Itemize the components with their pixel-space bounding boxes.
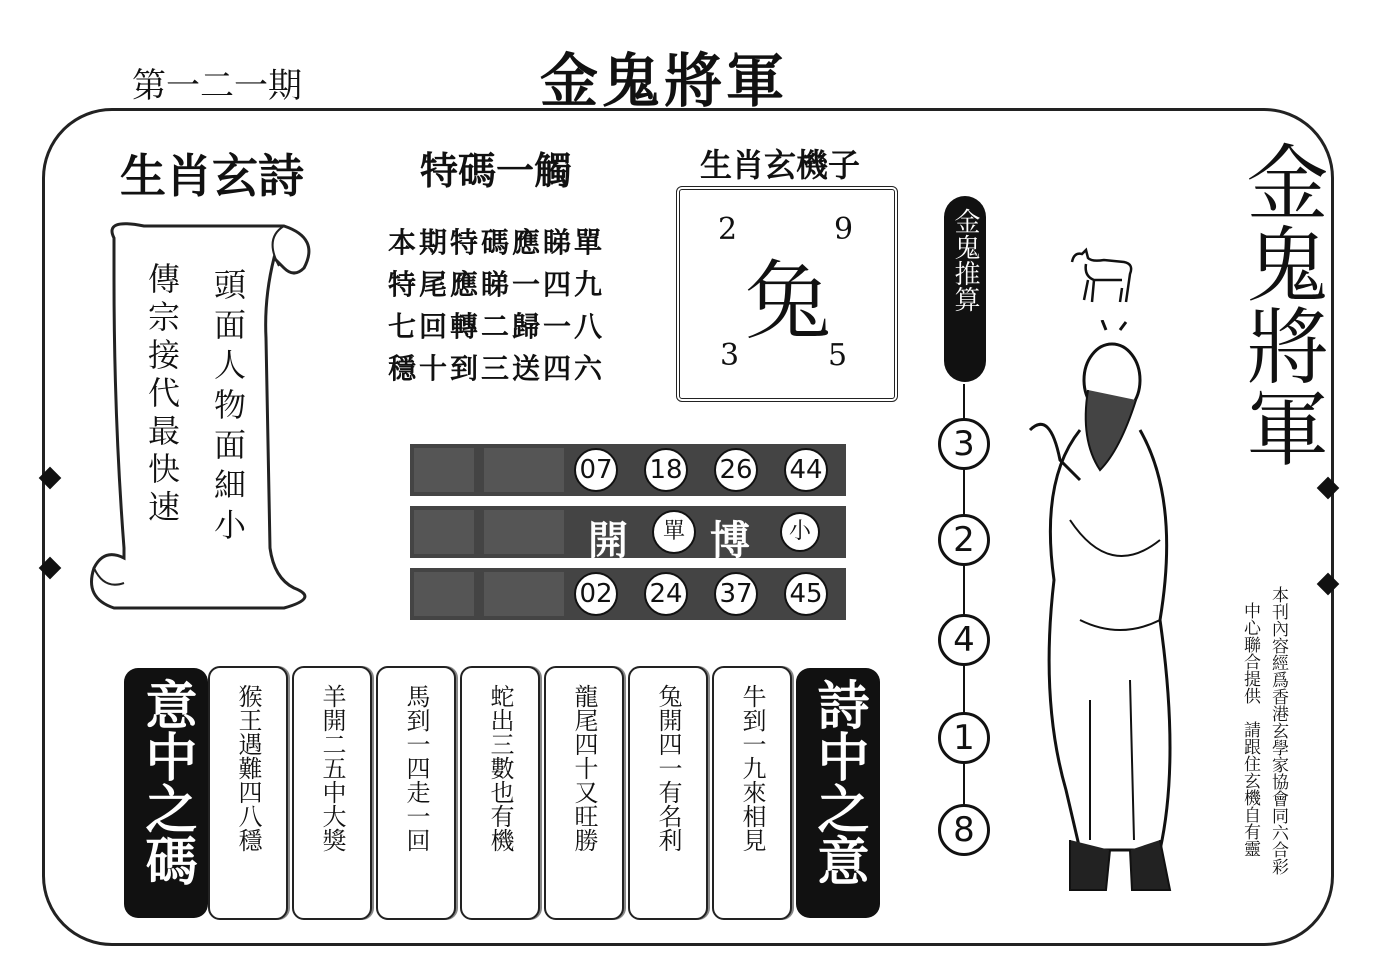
- grid-word: 單: [652, 510, 696, 554]
- grid-row-sub: [484, 572, 564, 616]
- goat-illustration: [1064, 244, 1136, 308]
- tema-lines: [388, 222, 605, 390]
- poem-line-2: 頭面人物面細小: [209, 268, 247, 548]
- calc-number: 1: [938, 712, 990, 764]
- grid-row-sub: [484, 510, 564, 554]
- general-illustration: [1010, 320, 1200, 900]
- page-title: 金鬼將軍: [540, 47, 789, 115]
- poem-card: [376, 666, 456, 920]
- card-text: 羊開二五中大獎: [318, 684, 346, 852]
- puzzle-number: 5: [828, 338, 848, 373]
- calc-number: 8: [938, 804, 990, 856]
- number-ball: 26: [714, 448, 758, 492]
- tema-line: 七回轉二歸一八: [388, 310, 606, 343]
- calc-number: 3: [938, 418, 990, 470]
- grid-word: 小: [780, 512, 820, 552]
- tema-title: 特碼一觸: [420, 149, 573, 193]
- number-ball: 37: [714, 572, 758, 616]
- poem-card: [292, 666, 372, 920]
- poem-card: [544, 666, 624, 920]
- poem-card: [208, 666, 288, 920]
- card-text: 兔開四一有名利: [654, 684, 682, 852]
- puzzle-number: 9: [834, 212, 854, 247]
- calc-number: 2: [938, 514, 990, 566]
- calc-title: [944, 196, 986, 382]
- card-text: 馬到一四走一回: [402, 684, 430, 852]
- poem-title: 生肖玄詩: [120, 149, 304, 203]
- poem-line-1: 傳宗接代最快速: [143, 262, 181, 528]
- grid-row-label: [414, 510, 474, 554]
- tema-line: 特尾應睇一四九: [388, 268, 606, 301]
- grid-word: 博: [710, 517, 750, 564]
- grid-row-2: [410, 506, 846, 564]
- poem-card: [712, 666, 792, 920]
- card-text: 猴王遇難四八穩: [234, 684, 262, 852]
- credit-line-1: 本刊內容經爲香港玄學家協會同六合彩: [1268, 586, 1288, 875]
- puzzle-number: 2: [718, 212, 738, 247]
- scroll-graphic: [84, 218, 320, 613]
- right-label-block: [796, 668, 880, 918]
- grid-row-3: [410, 568, 846, 620]
- grid-row-label: [414, 572, 474, 616]
- credit-line-2: 中心聯合提供 請跟住玄機自有靈: [1240, 602, 1260, 857]
- puzzle-number: 3: [720, 338, 740, 373]
- grid-row-sub: [484, 448, 564, 492]
- grid-row-label: [414, 448, 474, 492]
- tema-line: 穩十到三送四六: [388, 352, 606, 385]
- number-ball: 24: [644, 572, 688, 616]
- number-ball: 44: [784, 448, 828, 492]
- calc-title-text: 金鬼推算: [950, 208, 980, 312]
- right-label: 詩中之意: [808, 678, 868, 886]
- grid-row-1: [410, 444, 846, 496]
- card-text: 蛇出三數也有機: [486, 684, 514, 852]
- card-text: 龍尾四十又旺勝: [570, 684, 598, 852]
- card-text: 牛到一九來相見: [738, 684, 766, 852]
- number-ball: 07: [574, 448, 618, 492]
- poem-card: [460, 666, 540, 920]
- tema-line: 本期特碼應睇單: [388, 226, 606, 259]
- number-ball: 18: [644, 448, 688, 492]
- left-label: 意中之碼: [136, 678, 196, 886]
- number-ball: 02: [574, 572, 618, 616]
- zodiac-puzzle-title: 生肖玄機子: [700, 146, 861, 184]
- poem-card: [628, 666, 708, 920]
- left-label-block: [124, 668, 208, 918]
- zodiac-character: 兔: [745, 252, 831, 352]
- number-ball: 45: [784, 572, 828, 616]
- calc-number: 4: [938, 614, 990, 666]
- grid-word: 開: [588, 517, 628, 564]
- issue-number: 第一二一期: [132, 66, 302, 106]
- side-title: 金鬼將軍: [1233, 140, 1328, 468]
